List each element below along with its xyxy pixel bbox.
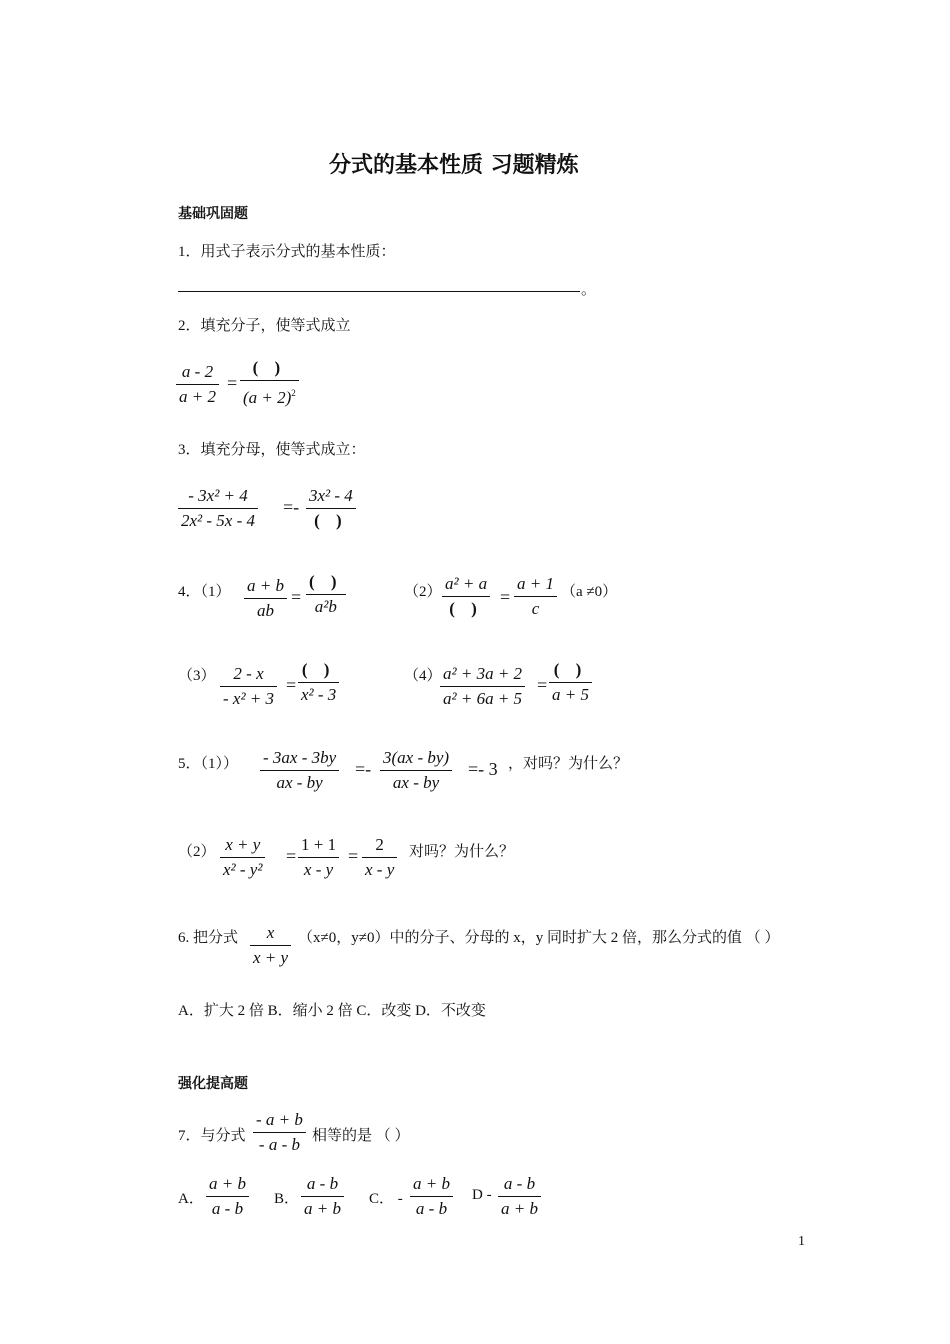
question-4-4-label: （4）: [404, 668, 442, 684]
page-number: 1: [798, 1234, 805, 1249]
equals-sign: =: [286, 675, 297, 695]
equals-minus-three: =- 3: [468, 759, 498, 779]
denominator: $(a + 2)^2$: [243, 388, 296, 407]
q2-lhs-fraction: [176, 360, 219, 409]
answer-blank-line: [178, 291, 580, 292]
q5-1-fraction-b: 3(ax - by) ax - by: [380, 746, 452, 795]
q5-2-fraction-c: 2 x - y: [362, 833, 397, 882]
numerator: a - 2: [181, 362, 214, 381]
q2-rhs-fraction: [240, 356, 299, 410]
equals-sign: =: [291, 587, 302, 607]
question-5-2-label: （2）: [178, 844, 216, 860]
q4-4-lhs: a² + 3a + 2 a² + 6a + 5: [440, 662, 525, 711]
q5-2-question: 对吗？为什么？: [409, 844, 515, 860]
question-7-prefix: 7．与分式: [178, 1128, 246, 1144]
q5-1-question: ，对吗？为什么？: [508, 756, 629, 772]
option-d-fraction: a - b a + b: [498, 1172, 541, 1221]
q4-2-rhs: a + 1 c: [514, 572, 557, 621]
equals-sign: =: [500, 587, 511, 607]
denominator: a + 2: [179, 387, 216, 406]
question-2-text: 2．填充分子，使等式成立: [178, 318, 351, 334]
blank-denominator: ( ): [314, 511, 348, 530]
question-6-prefix: 6. 把分式: [178, 930, 239, 946]
option-a-label: A．: [178, 1191, 204, 1207]
option-a-fraction: a + b a - b: [206, 1172, 249, 1221]
q4-3-rhs: ( ) x² - 3: [298, 658, 339, 707]
denominator: 2x² - 5x - 4: [181, 511, 256, 530]
question-4-3-label: （3）: [178, 668, 216, 684]
section-heading-basic: 基础巩固题: [178, 206, 248, 222]
q4-2-lhs: a² + a ( ): [442, 572, 490, 621]
question-1-end: 。: [581, 282, 597, 298]
question-1-text: 1．用式子表示分式的基本性质：: [178, 244, 396, 260]
equals-sign: =: [348, 846, 359, 866]
equals-sign: =: [537, 675, 548, 695]
question-7-text: 相等的是 （ ）: [312, 1128, 410, 1144]
equals-sign: =: [286, 846, 297, 866]
option-c-fraction: a + b a - b: [410, 1172, 453, 1221]
q5-2-fraction-a: x + y x² - y²: [220, 833, 265, 882]
question-3-text: 3．填充分母，使等式成立：: [178, 442, 366, 458]
q3-lhs-fraction: [178, 484, 258, 533]
q4-2-condition: （a ≠0）: [561, 584, 618, 600]
q4-1-lhs: a + b ab: [244, 574, 287, 623]
q7-fraction: - a + b - a - b: [253, 1108, 306, 1157]
section-heading-advanced: 强化提高题: [178, 1076, 248, 1092]
q5-2-fraction-b: 1 + 1 x - y: [298, 833, 339, 882]
option-b-fraction: a - b a + b: [301, 1172, 344, 1221]
equals-minus-sign: =-: [283, 497, 300, 517]
question-4-label: 4．（1）: [178, 584, 231, 600]
q4-4-rhs: ( ) a + 5: [549, 658, 592, 707]
question-6-options: A．扩大 2 倍 B．缩小 2 倍 C．改变 D．不改变: [178, 1003, 486, 1019]
q4-3-lhs: 2 - x - x² + 3: [220, 662, 277, 711]
page-title: 分式的基本性质 习题精炼: [329, 153, 579, 178]
question-6-text: （x≠0，y≠0）中的分子、分母的 x，y 同时扩大 2 倍，那么分式的值 （ ）: [298, 930, 780, 946]
equals-minus-sign: =-: [355, 759, 372, 779]
question-5-label: 5．（1））: [178, 756, 239, 772]
option-d-label: D -: [472, 1187, 492, 1203]
option-b-label: B．: [274, 1191, 300, 1207]
numerator: - 3x² + 4: [188, 486, 248, 505]
equals-sign: =: [227, 373, 238, 393]
question-4-2-label: （2）: [404, 584, 442, 600]
q3-rhs-fraction: [306, 484, 356, 533]
option-c-label: C． -: [369, 1191, 403, 1207]
q6-fraction: x x + y: [250, 921, 291, 970]
blank-numerator: ( ): [252, 358, 287, 377]
q4-1-rhs: ( ) a²b: [306, 570, 346, 619]
numerator: 3x² - 4: [309, 486, 353, 505]
q5-1-fraction-a: - 3ax - 3by ax - by: [260, 746, 339, 795]
